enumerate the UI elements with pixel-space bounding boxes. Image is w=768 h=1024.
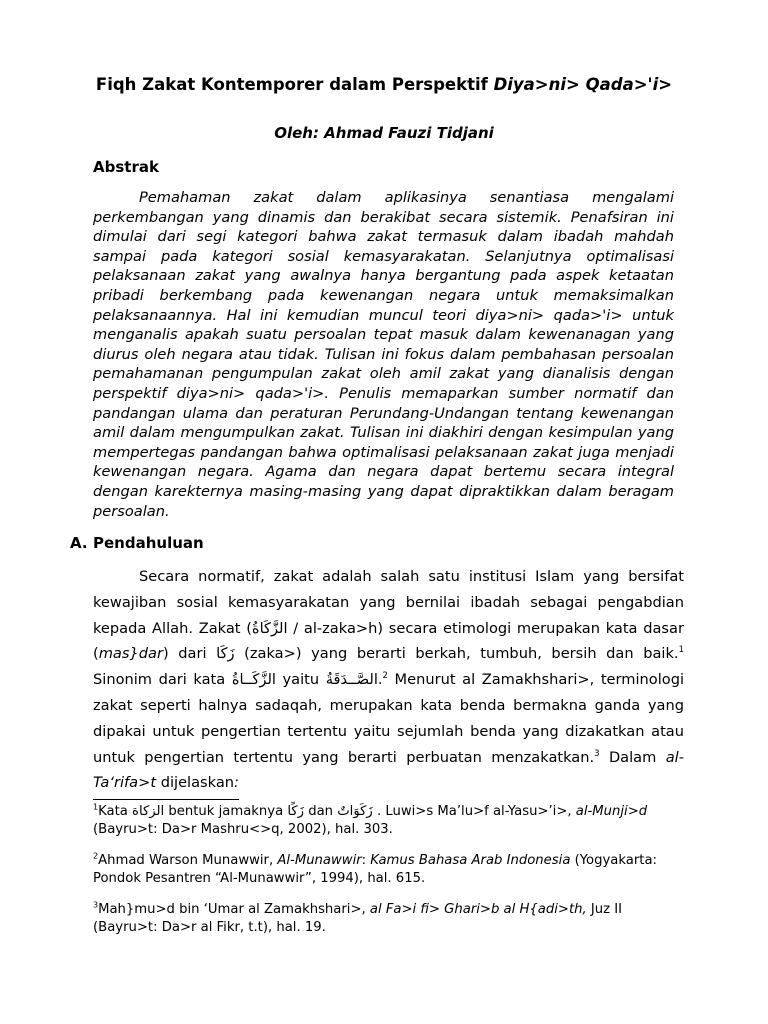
footnote-text: . Luwi>s Ma’lu>f al-Yasu>’i>, [372, 804, 576, 819]
abstract-text: Pemahaman zakat dalam aplikasinya senantiasa mengalami perkembangan yang dinamis dan berakibat secara sistemik. Penafsiran ini dimulai dari segi kategori bahwa zakat termasuk dalam ibadah mahdah sampai pada kategori sosial kemasyarakatan. Selanjutnya optimalisasi pelaksanaan zakat yang awalnya hanya bergantung pada aspek ketaatan pribadi berkembang pada kewenangan negara untuk memaksimalkan pelaksanaannya. Hal ini kemudian muncul teori diya>ni> qada>'i> untuk menganalis apakah suatu persoalan tepat masuk dalam kewenanagan yang diurus oleh negara atau tidak. Tulisan ini fokus dalam pembahasan persoalan pemahamanan pengumpulan zakat oleh amil zakat yang dianalisis dengan perspektif diya>ni> qada>'i>. Penulis memaparkan sumber normatif dan pandangan ulama dan peraturan Perundang-Undangan tentang kewenangan amil dalam mengumpulkan zakat. Tulisan ini diakhiri dengan kesimpulan yang mempertegas pandangan bahwa optimalisasi pelaksanaan zakat juga menjadi kewenangan negara. Agama dan negara dapat bertemu secara integral dengan karekternya masing-masing yang dapat dipraktikkan dalam beragam persoalan. [93, 189, 674, 520]
footnote-italic: al Fa>i fi> Ghari>b al H{adi>th, [369, 902, 587, 917]
footnote-text: bentuk jamaknya [164, 804, 288, 819]
body-text: ) dari [162, 645, 217, 663]
arabic-word: الزَّكَــاةُ [231, 671, 276, 689]
body-italic: al-Ta‘rifa>t [93, 748, 684, 792]
footnote-text: (Yogyakarta: Pondok Pesantren “Al-Munawwir”, 1994), hal. 615. [93, 853, 657, 886]
arabic-word: الصَّــدَقَةُ [325, 671, 378, 689]
footnote-text: : [361, 853, 371, 868]
footnote-number: 2 [93, 851, 99, 861]
author-line: Oleh: Ahmad Fauzi Tidjani [274, 124, 494, 142]
section-number: A. [70, 534, 88, 552]
section-heading [70, 534, 204, 552]
arabic-word: زَكَوَاتٌ [337, 804, 373, 819]
title-italic: Diya>ni> Qada>'i> [493, 75, 673, 94]
body-text: Dalam [599, 748, 666, 766]
body-text: Secara normatif, zakat adalah salah satu institusi Islam yang bersifat kewajiban sosial kemasyarakatan yang bernilai ibadah sebagai pengabdian kepada Allah. Zakat ( [93, 568, 684, 637]
arabic-word: زَكَا [216, 645, 235, 663]
body-text: Sinonim dari kata [93, 671, 232, 689]
footnote-text: (Bayru>t: Da>r Mashru<>q, 2002), hal. 303. [93, 822, 393, 837]
body-text: yaitu [275, 671, 326, 689]
title-plain: Fiqh Zakat Kontemporer dalam Perspektif [95, 75, 494, 94]
footnote-text: Kata [98, 804, 133, 819]
footnote-text: dan [304, 804, 338, 819]
body-italic: mas}dar [98, 645, 163, 663]
footnote-ref: 3 [594, 748, 600, 759]
footnote-text: Mah}mu>d bin ‘Umar al Zamakhshari>, [98, 902, 370, 917]
abstract-heading: Abstrak [93, 158, 159, 176]
body-text: . [377, 671, 383, 689]
body-text: (zaka>) yang berarti berkah, tumbuh, bersih dan baik. [234, 645, 679, 663]
footnote-3 [93, 901, 684, 937]
footnote-text: Ahmad Warson Munawwir, [98, 853, 278, 868]
document-title [60, 73, 708, 97]
footnote-number: 3 [93, 900, 99, 910]
body-text: / al-zaka>h) secara etimologi merupakan kata dasar ( [93, 619, 684, 663]
footnote-italic: Kamus Bahasa Arab Indonesia [370, 853, 571, 868]
body-paragraph [93, 564, 684, 796]
footnote-ref: 2 [382, 671, 388, 682]
arabic-word: الزَّكَاةُ [251, 619, 288, 637]
arabic-word: زَكًا [287, 804, 305, 819]
footnote-number: 1 [93, 802, 99, 812]
arabic-word: الزكاة [132, 804, 165, 819]
footnote-2 [93, 852, 684, 888]
footnote-italic: al-Munji>d [575, 804, 648, 819]
body-text: dijelaskan [156, 774, 235, 792]
body-text: Menurut al Zamakhshari>, terminologi zakat seperti halnya sadaqah, merupakan kata benda bermakna ganda yang dipakai untuk pengertian tertentu yaitu sejumlah benda yang dizakatkan atau untuk pengertian tertentu yang berarti perbuatan menzakatkan. [93, 671, 685, 766]
section-title: Pendahuluan [93, 534, 204, 552]
footnote-text: Juz II (Bayru>t: Da>r al Fikr, t.t), hal. 19. [93, 902, 623, 935]
body-italic: : [234, 774, 239, 792]
footnote-italic: Al-Munawwir [277, 853, 362, 868]
footnote-1 [93, 803, 684, 839]
footnote-separator [93, 799, 239, 800]
footnote-ref: 1 [678, 645, 684, 656]
